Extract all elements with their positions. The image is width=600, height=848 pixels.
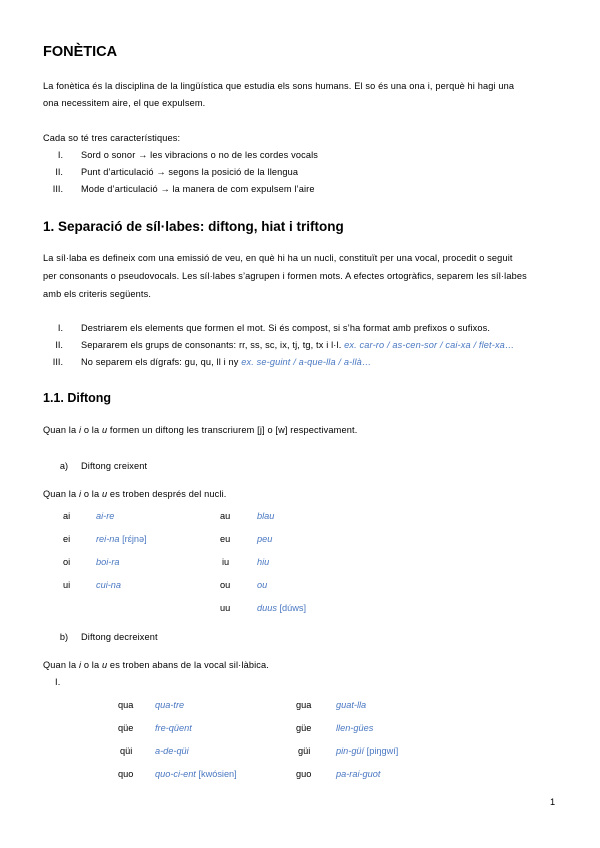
example-cell — [336, 746, 398, 756]
list-number: III. — [52, 184, 63, 194]
example: pin-güí — [336, 746, 365, 756]
example: qua-tre — [155, 700, 185, 710]
letter-u: u — [101, 425, 108, 435]
example-cell — [257, 603, 306, 613]
grapheme: ai — [63, 511, 71, 521]
sub-label: a) — [59, 461, 68, 471]
subsection-intro — [43, 425, 357, 435]
grapheme: qua — [118, 700, 134, 710]
sub-label: b) — [59, 632, 68, 642]
list-item: Mode d’articulació → la manera de com expulsem l’aire — [81, 184, 315, 194]
transcription: [piŋgwí] — [366, 746, 399, 756]
letter-u: u — [101, 489, 108, 499]
example: hiu — [257, 557, 270, 567]
list-item — [81, 323, 490, 333]
grapheme: ei — [63, 534, 71, 544]
sub-title: Diftong decreixent — [81, 632, 158, 642]
list-number: III. — [52, 357, 63, 367]
sub-title: Diftong creixent — [81, 461, 148, 471]
list-item — [81, 357, 371, 367]
letter-i: i — [78, 489, 82, 499]
grapheme: quo — [118, 769, 134, 779]
characteristics-lead: Cada so té tres característiques: — [43, 133, 181, 143]
list-number: I. — [57, 323, 63, 333]
page-title: FONÈTICA — [43, 44, 118, 60]
example: peu — [257, 534, 273, 544]
text: o la — [81, 425, 102, 435]
rule-text: Separarem els grups de consonants: rr, ss, sc, ix, tj, tg, tx i l·l. — [81, 340, 342, 350]
paragraph-line: per consonants o pseudovocals. Les síl·labes s’agrupen i formen mots. A efectes ortogràfics, separem les síl·labes — [43, 271, 527, 281]
example: rei-na — [96, 534, 120, 544]
example-cell — [155, 769, 237, 779]
list-number: I. — [55, 677, 61, 687]
text: Quan la — [43, 489, 79, 499]
example: boi-ra — [96, 557, 120, 567]
sub-note — [43, 660, 269, 670]
example: ou — [257, 580, 268, 590]
example: ai-re — [96, 511, 115, 521]
text: formen un diftong les transcriurem [j] o [w] respectivament. — [107, 425, 358, 435]
intro-line: La fonètica és la disciplina de la lingüística que estudia els sons humans. El so és una ona i, perquè hi hagi una — [43, 81, 515, 91]
example: guat-lla — [336, 700, 367, 710]
list-number: II. — [55, 167, 63, 177]
grapheme: ui — [63, 580, 71, 590]
paragraph-line: amb els criteris següents. — [43, 289, 152, 299]
list-item: Punt d’articulació → segons la posició de la llengua — [81, 167, 299, 177]
grapheme: iu — [222, 557, 230, 567]
example: pa-rai-guot — [336, 769, 381, 779]
rule-text: Destriarem els elements que formen el mot. Si és compost, si s’ha format amb prefixos o sufixos. — [81, 323, 491, 333]
example: llen-gües — [336, 723, 374, 733]
text: o la — [81, 489, 102, 499]
subsection-heading: 1.1. Diftong — [43, 391, 112, 405]
transcription: [dúws] — [279, 603, 307, 613]
grapheme: qüi — [120, 746, 133, 756]
text: Quan la — [43, 425, 79, 435]
grapheme: guo — [296, 769, 312, 779]
page-number: 1 — [550, 797, 556, 807]
example: a-de-qüi — [155, 746, 189, 756]
example: duus — [257, 603, 277, 613]
text: es troben abans de la vocal sil·làbica. — [107, 660, 269, 670]
list-number: II. — [55, 340, 63, 350]
example-cell — [96, 534, 147, 544]
section-heading: 1. Separació de síl·labes: diftong, hiat i triftong — [43, 219, 344, 234]
rule-example: ex. car-ro / as-cen-sor / cai-xa / flet-xa… — [344, 340, 515, 350]
example: quo-ci-ent — [155, 769, 196, 779]
letter-u: u — [101, 660, 108, 670]
example: cui-na — [96, 580, 122, 590]
grapheme: güi — [298, 746, 311, 756]
text: o la — [81, 660, 102, 670]
grapheme: ou — [220, 580, 231, 590]
text: Quan la — [43, 660, 79, 670]
list-item — [81, 340, 514, 350]
text: es troben després del nucli. — [107, 489, 227, 499]
list-number: I. — [57, 150, 63, 160]
grapheme: eu — [220, 534, 231, 544]
intro-line: ona necessitem aire, el que expulsem. — [43, 98, 206, 108]
grapheme: oi — [63, 557, 71, 567]
sub-note — [43, 489, 227, 499]
grapheme: uu — [220, 603, 231, 613]
example: blau — [257, 511, 275, 521]
grapheme: au — [220, 511, 231, 521]
letter-i: i — [78, 660, 82, 670]
paragraph-line: La síl·laba es defineix com una emissió de veu, en què hi ha un nucli, constituït per una vocal, procedit o seguit — [43, 253, 513, 263]
rule-text: No separem els dígrafs: gu, qu, ll i ny — [81, 357, 239, 367]
grapheme: güe — [296, 723, 312, 733]
grapheme: gua — [296, 700, 312, 710]
example: fre-qüent — [155, 723, 192, 733]
grapheme: qüe — [118, 723, 134, 733]
list-item: Sord o sonor → les vibracions o no de les cordes vocals — [81, 150, 319, 160]
transcription: [rɛ́jnə] — [122, 534, 147, 544]
letter-i: i — [78, 425, 82, 435]
rule-example: ex. se-guint / a-que-lla / a-llà… — [241, 357, 372, 367]
transcription: [kwósien] — [198, 769, 237, 779]
